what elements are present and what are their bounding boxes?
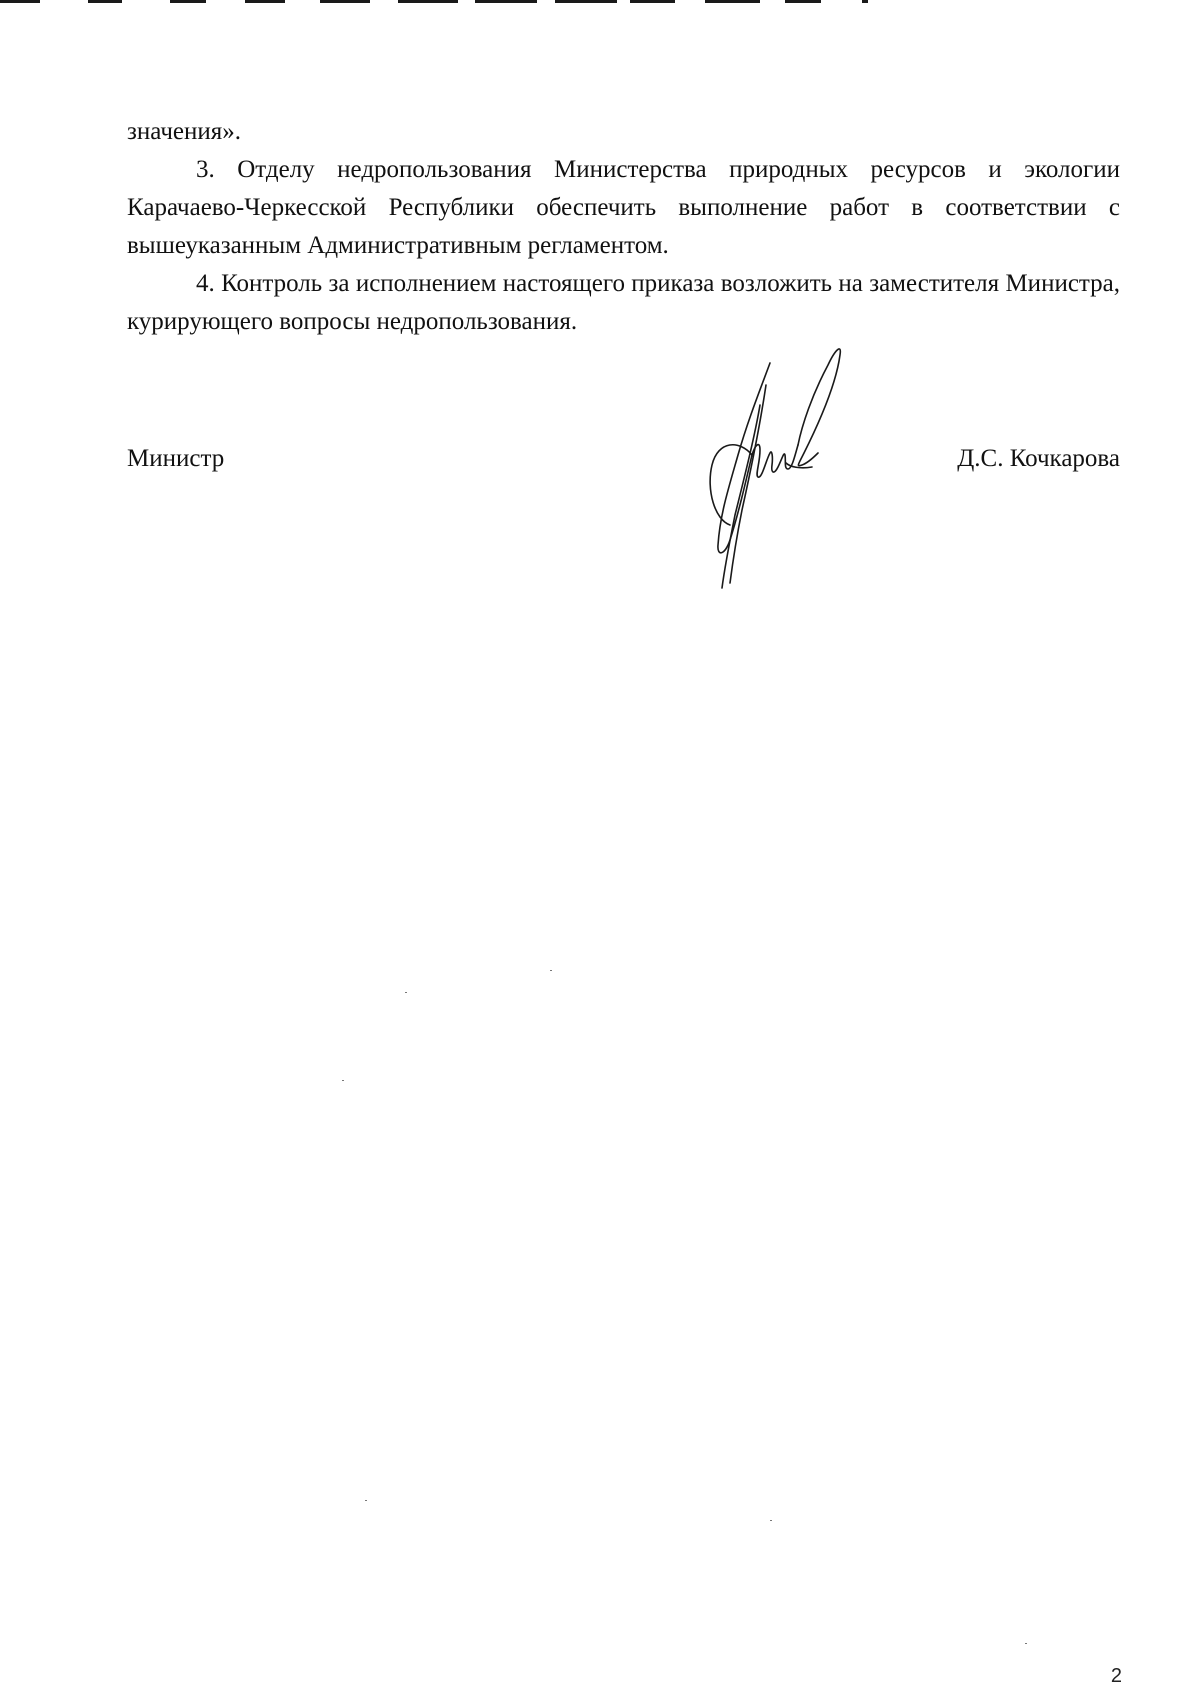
handwritten-signature (700, 345, 860, 590)
paragraph-continuation: значения». (127, 118, 242, 145)
paragraph-item-4: 4. Контроль за исполнением настоящего приказа возложить на заместителя Министра, курирующего вопросы недропользования. (127, 270, 1120, 335)
signatory-title: Министр (127, 445, 225, 472)
scan-edge-marks (0, 0, 880, 4)
document-body (127, 113, 1120, 341)
page-number: 2 (1110, 1665, 1122, 1687)
signatory-name: Д.С. Кочкарова (957, 445, 1120, 472)
paragraph-item-3: 3. Отделу недропользования Министерства природных ресурсов и экологии Карачаево-Черкесской Республики обеспечить выполнение работ в соответствии с вышеуказанным Административным регламентом. (127, 156, 1120, 259)
signature-block (127, 440, 1120, 480)
